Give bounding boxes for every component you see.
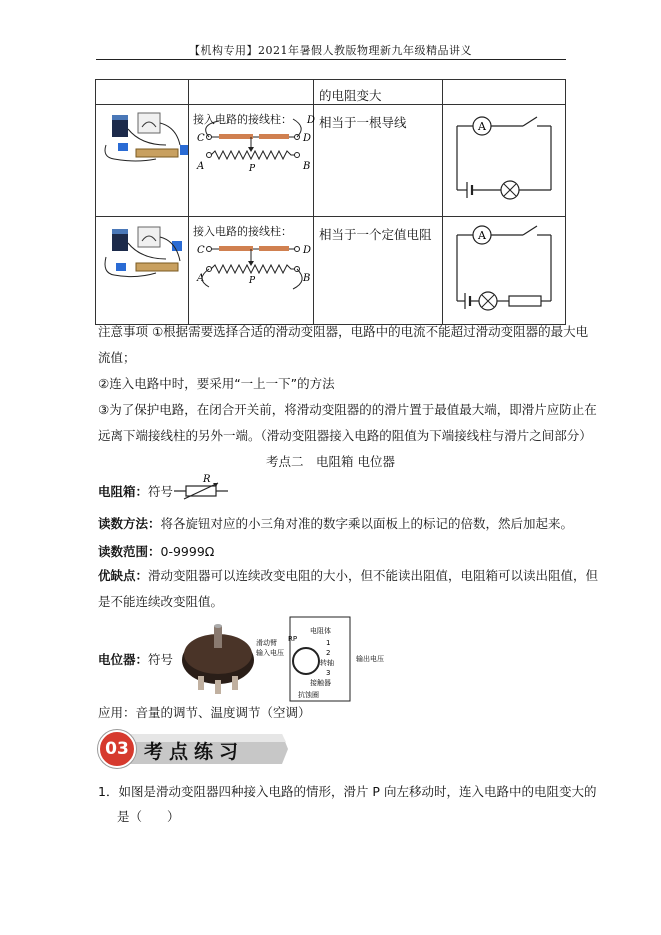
resistance-box-row [98,482,173,500]
table-row [96,105,566,217]
wiring-label-2: 接入电路的接线柱： [193,225,292,238]
rheostat-diagram-1 [189,105,316,213]
potentiometer-diagram [254,611,384,705]
potentiometer-label: 电位器： [98,652,149,667]
potentiometer-photo [178,620,260,696]
resistance-box-symbol-icon [172,471,230,503]
note-line-4: ③为了保护电路，在闭合开关前，将滑动变阻器的的滑片置于最值最大端，即滑片应防止在 [98,402,597,417]
svg-text:转轴: 转轴 [320,659,334,667]
resistor-icon [509,296,541,306]
svg-text:D: D [303,133,312,144]
question-1-line-2: 是（ ） [117,809,180,824]
rheostat-table [95,79,566,325]
potentiometer-row: 电位器：符号 [98,652,174,667]
table-row [96,217,566,325]
section-banner [98,730,290,768]
note-line-1: 注意事项 ①根据需要选择合适的滑动变阻器，电路中的电流不能超过滑动变阻器的最大电 [98,324,589,339]
note-line-2: 流值； [98,350,136,365]
svg-text:P: P [249,276,256,286]
banner-title: 考点练习 [144,741,245,763]
svg-text:1: 1 [326,639,331,647]
resistance-box-symbol-text: 符号 [148,484,174,499]
apparatus-photo-1 [96,105,188,213]
pros-cons-row: 优缺点：滑动变阻器可以连续改变电阻的大小，但不能读出阻值，电阻箱可以读出阻值，但 [98,568,599,583]
section-title: 考点二 电阻箱 电位器 [266,454,395,469]
apparatus-photo-2 [96,217,188,321]
circuit-diagram-2 [443,217,565,321]
svg-text:C: C [197,133,205,144]
svg-text:A: A [478,229,486,242]
application-line: 应用：音量的调节、温度调节（空调） [98,705,311,720]
svg-text:滑动臂: 滑动臂 [256,639,277,647]
table-row [96,80,566,105]
svg-text:电阻体: 电阻体 [310,627,331,635]
svg-text:C: C [197,245,205,256]
svg-text:D: D [303,245,312,256]
note-line-3: ②连入电路中时，要采用“一上一下”的方法 [98,376,335,391]
wiring-label-1: 接入电路的接线柱： [193,113,292,126]
read-range-row: 读数范围：0-9999Ω [98,544,215,559]
row2-effect: 相当于一个定值电阻 [319,227,432,242]
pros-cons-row-2: 是不能连续改变阻值。 [98,594,224,609]
question-1-line-1: 1．如图是滑动变阻器四种接入电路的情形，滑片 P 向左移动时，连入电路中的电阻变大的 [98,784,597,799]
rheostat-diagram-2 [189,217,313,321]
svg-text:B: B [303,273,311,284]
read-method-row: 读数方法：将各旋钮对应的小三角对准的数字乘以面板上的标记的倍数，然后加起来。 [98,516,574,531]
svg-text:3: 3 [326,669,331,677]
svg-text:RP: RP [288,635,298,643]
svg-text:A: A [197,161,205,172]
banner-number: 03 [98,730,136,768]
note-line-5: 远离下端接线柱的另外一端。（滑动变阻器接入电路的阻值为下端接线柱与滑片之间部分） [98,428,592,443]
svg-text:输入电压: 输入电压 [256,649,284,657]
svg-text:D: D [307,115,316,126]
row1-effect: 相当于一根导线 [319,115,407,130]
svg-text:A: A [478,120,486,133]
switch-icon [523,226,537,235]
svg-text:2: 2 [326,649,331,657]
row0-effect: 的电阻变大 [319,88,382,103]
header-rule [96,59,566,60]
svg-text:输出电压: 输出电压 [356,655,384,663]
svg-text:接触器: 接触器 [310,679,331,687]
switch-icon [523,117,537,126]
circuit-diagram-1 [443,105,565,213]
svg-text:抗蚀圈: 抗蚀圈 [298,691,319,699]
resistance-box-label: 电阻箱： [98,484,149,499]
svg-text:A: A [197,273,205,284]
svg-text:P: P [249,164,256,174]
svg-text:R: R [203,474,211,485]
svg-text:B: B [303,161,311,172]
page-header: 【机构专用】2021年暑假人教版物理新九年级精品讲义 [189,44,472,57]
